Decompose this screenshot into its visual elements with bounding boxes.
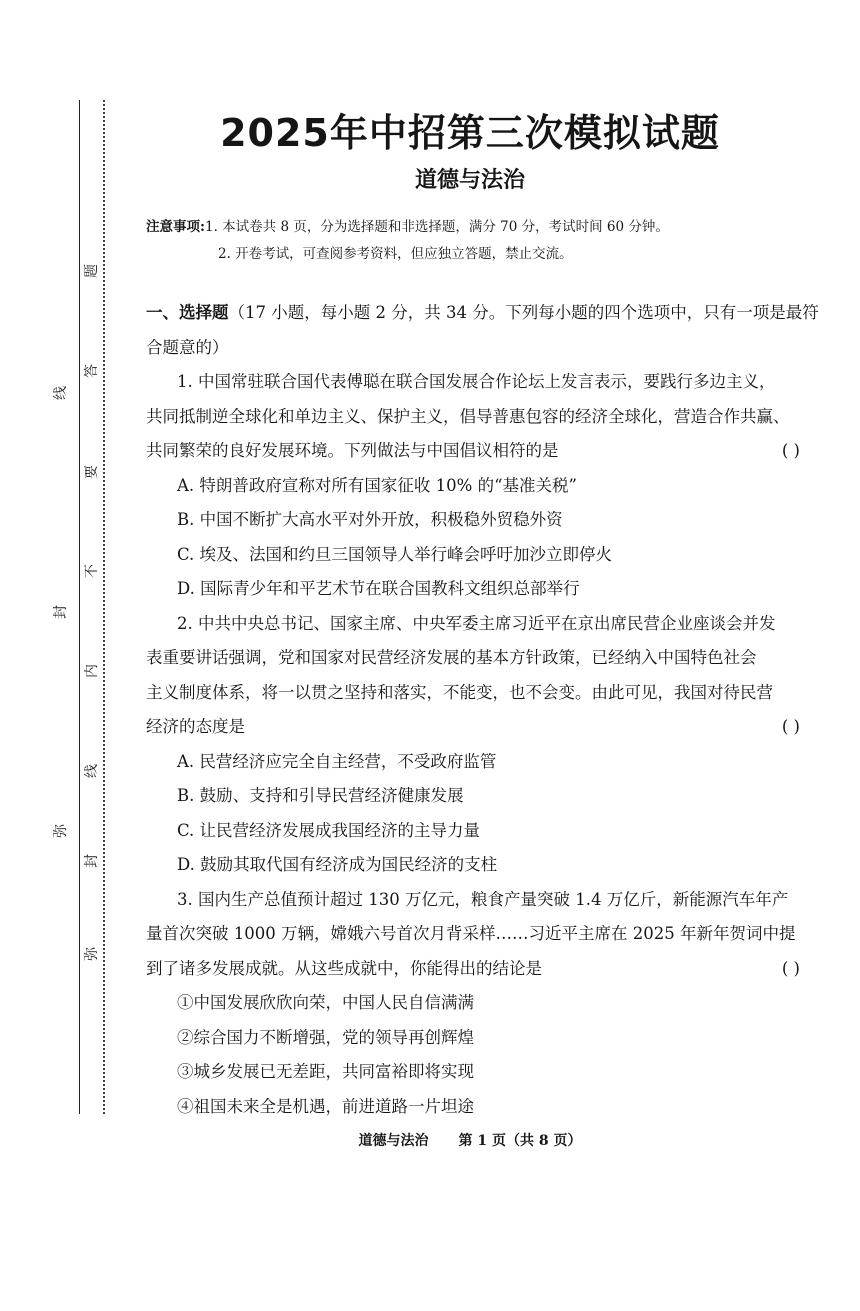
notes-item: 1. 本试卷共 8 页，分为选择题和非选择题，满分 70 分，考试时间 60 分钟。 [204,219,669,235]
question-stem-line [146,434,806,469]
answer-parentheses: ( ) [781,441,800,460]
binding-dotted-line [103,100,105,1114]
section-description-continued: 合题意的） [146,337,229,357]
binding-inner-char: 要 [84,465,100,479]
question-stem-line: 表重要讲话强调，党和国家对民营经济发展的基本方针政策，已经纳入中国特色社会 [146,648,757,667]
section-header-line [146,296,819,331]
exam-title: 2025年中招第三次模拟试题 [220,111,720,155]
section-title: 一、选择题 [146,303,229,322]
question-stem-line: 主义制度体系，将一以贯之坚持和落实，不能变，也不会变。由此可见，我国对待民营 [146,682,773,702]
option-a: A. 民营经济应完全自主经营，不受政府监管 [177,751,497,771]
binding-solid-line [79,100,80,1114]
binding-inner-char: 弥 [84,947,100,961]
statement-2: ②综合国力不断增强，党的领导再创辉煌 [177,1027,474,1047]
binding-outer-char: 弥 [53,824,69,838]
binding-outer-char: 封 [53,605,69,619]
option-b: B. 鼓励、支持和引导民营经济健康发展 [177,786,464,805]
page-number: 第 1 页（共 8 页） [458,1133,582,1149]
question-3 [146,883,806,1125]
binding-inner-char: 封 [84,854,100,868]
question-stem-text: 到了诸多发展成就。从这些成就中，你能得出的结论是 [146,958,542,978]
question-stem-line: 1. 中国常驻联合国代表傅聪在联合国发展合作论坛上发言表示，要践行多边主义， [177,372,776,391]
question-stem-line: 3. 国内生产总值预计超过 130 万亿元，粮食产量突破 1.4 万亿斤，新能源汽车年产 [177,889,789,909]
section-description: （17 小题，每小题 2 分，共 34 分。下列每小题的四个选项中，只有一项是最符 [228,303,819,322]
option-c: C. 埃及、法国和约旦三国领导人举行峰会呼吁加沙立即停火 [177,544,613,564]
question-stem-line: 2. 中共中央总书记、国家主席、中央军委主席习近平在京出席民营企业座谈会并发 [177,613,776,633]
option-d: D. 鼓励其取代国有经济成为国民经济的支柱 [177,855,498,874]
option-d: D. 国际青少年和平艺术节在联合国教科文组织总部举行 [177,579,580,598]
option-c: C. 让民营经济发展成我国经济的主导力量 [177,820,481,840]
question-1 [146,365,806,607]
question-stem-line [146,710,806,745]
exam-notes [146,214,669,268]
page-footer [170,1130,770,1150]
notes-item: 2. 开卷考试，可查阅参考资料，但应独立答题，禁止交流。 [218,246,573,262]
binding-inner-char: 题 [84,264,100,278]
binding-outer-char: 线 [53,386,69,400]
statement-4: ④祖国未来全是机遇，前进道路一片坦途 [177,1096,474,1116]
question-2 [146,607,806,883]
question-stem-line: 量首次突破 1000 万辆，嫦娥六号首次月背采样……习近平主席在 2025 年新年贺词中提 [146,924,796,943]
question-stem-text: 经济的态度是 [146,717,245,736]
binding-inner-char: 答 [84,364,100,378]
statement-3: ③城乡发展已无差距，共同富裕即将实现 [177,1062,474,1081]
question-stem-line [146,952,806,987]
binding-inner-char: 不 [84,564,100,578]
footer-subject: 道德与法治 [358,1133,429,1149]
statement-1: ①中国发展欣欣向荣，中国人民自信满满 [177,993,474,1012]
notes-label: 注意事项: [146,219,205,235]
option-a: A. 特朗普政府宣称对所有国家征收 10% 的“基准关税” [177,475,577,495]
subject-title: 道德与法治 [414,167,525,193]
binding-inner-char: 内 [84,664,100,678]
question-stem-line: 共同抵制逆全球化和单边主义、保护主义，倡导普惠包容的经济全球化，营造合作共赢、 [146,406,790,426]
option-b: B. 中国不断扩大高水平对外开放，积极稳外贸稳外资 [177,510,563,529]
question-section [146,296,819,1124]
answer-parentheses: ( ) [781,958,800,978]
question-stem-text: 共同繁荣的良好发展环境。下列做法与中国倡议相符的是 [146,441,559,460]
answer-parentheses: ( ) [781,717,800,736]
binding-inner-char: 线 [84,764,100,778]
